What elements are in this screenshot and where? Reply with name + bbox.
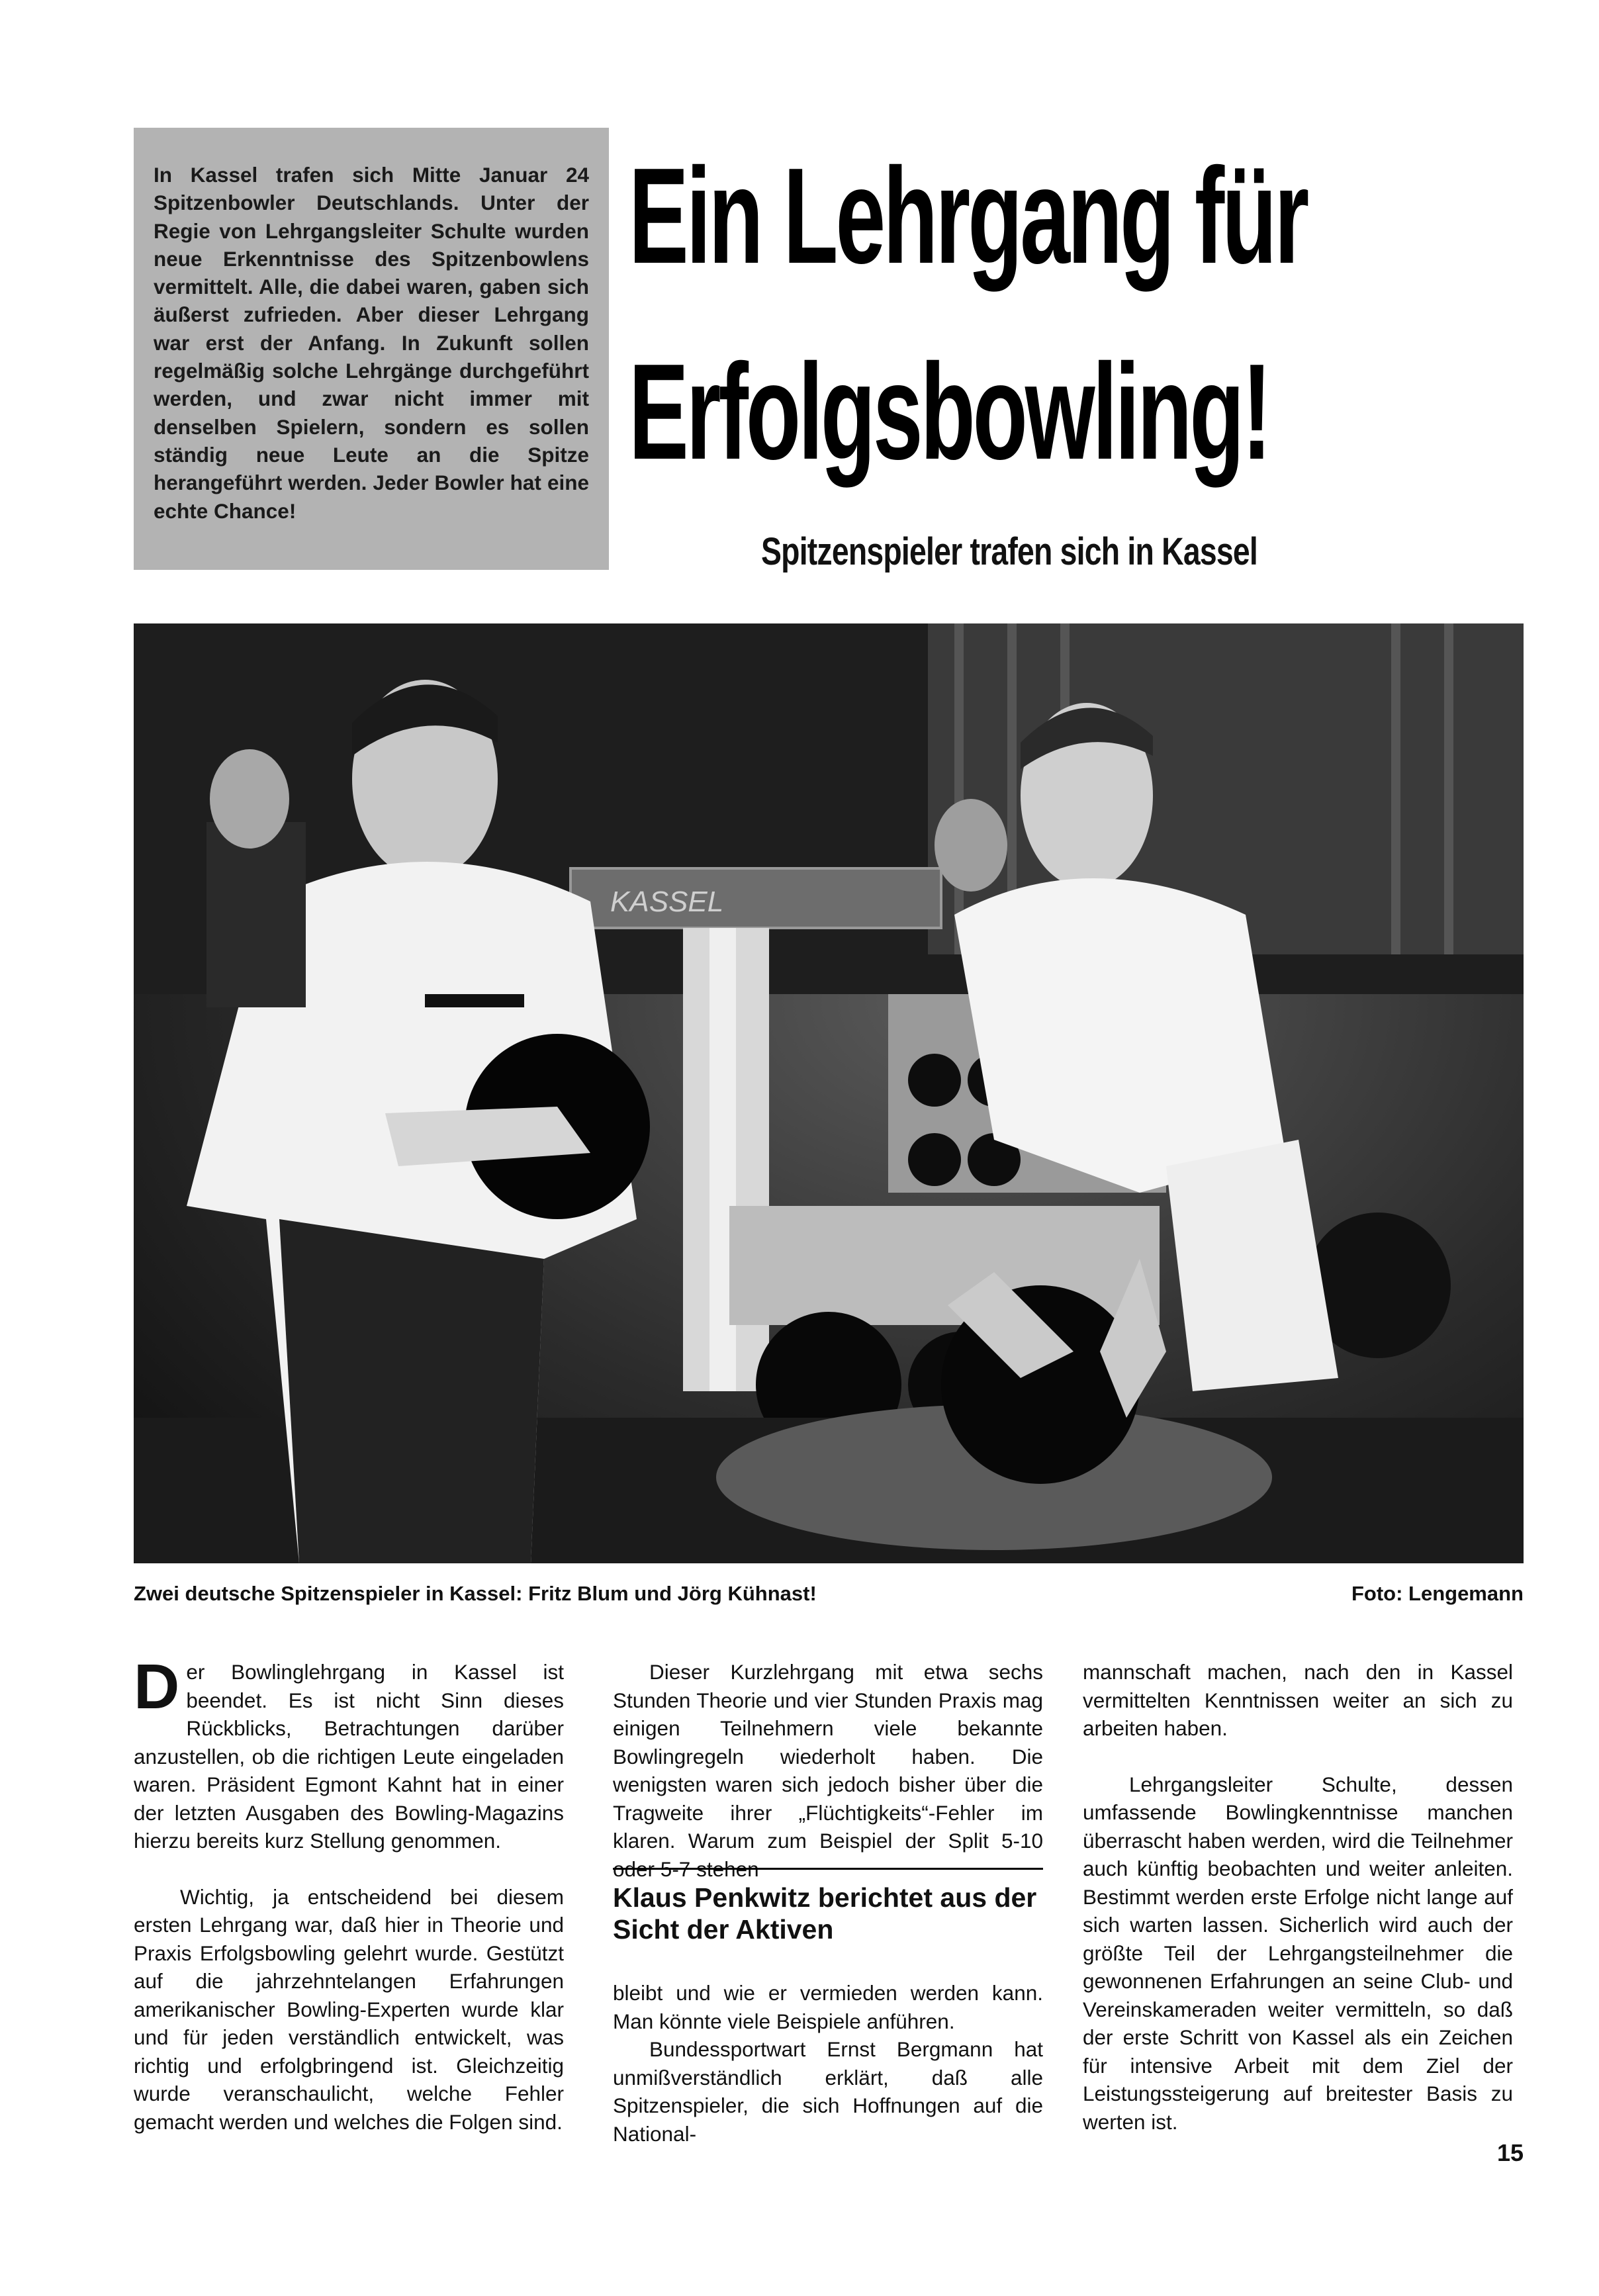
article-paragraph: Dieser Kurzlehrgang mit etwa sechs Stunden Theorie und vier Stunden Praxis mag einigen Teilnehmern viele bekannte Bowlingregeln wiederholt haben. Die wenigsten waren sich jedoch bisher über die Tragweite ihrer „Flüchtigkeits“-Fehler im klaren. Warum zum Beispiel der Split 5-10 oder 5-7 stehen	[613, 1660, 1043, 1881]
article-paragraph: mannschaft machen, nach den in Kassel vermittelten Kenntnissen weiter an sich zu arbeiten haben.	[1083, 1660, 1513, 1740]
article-paragraph: bleibt und wie er vermieden werden kann. Man könnte viele Beispiele anführen.	[613, 1981, 1043, 2033]
subtitle: Spitzenspieler trafen sich in Kassel	[761, 530, 1257, 573]
article-column-1	[134, 1651, 564, 2164]
section-subheading	[613, 1868, 1043, 1945]
bowling-photo-illustration	[134, 623, 1524, 1563]
article-paragraph	[134, 1651, 564, 1855]
article-paragraph-text: er Bowlinglehrgang in Kassel ist beendet. Es ist nicht Sinn dieses Rückblicks, Betrachtungen darüber anzustellen, ob die richtigen Leute eingeladen waren. Präsident Egmont Kahnt hat in einer der letzten Ausgaben des Bowling-Magazins hierzu bereits kurz Stellung genommen.	[134, 1660, 564, 1853]
article-column-2-bottom	[613, 1979, 1043, 2148]
bowling-photo	[134, 623, 1524, 1563]
article-paragraph: Lehrgangsleiter Schulte, dessen umfassende Bowlingkenntnisse manchen überrascht haben werden, wird die Teilnehmer auch künftig beobachten und weiter anleiten. Bestimmt werden erste Erfolge nicht lange auf sich warten lassen. Sicherlich wird auch der größte Teil der Lehrgangsteilnehmer die gewonnenen Erfahrungen an seine Club- und Vereinskameraden weiter vermitteln, so daß der erste Schritt von Kassel als ein Zeichen für intensive Arbeit mit dem Ziel der Leistungssteigerung auf breitester Basis zu werten ist.	[1083, 1772, 1513, 2134]
intro-box	[134, 128, 609, 570]
article-paragraph: Bundessportwart Ernst Bergmann hat unmißverständlich erklärt, daß alle Spitzenspieler, die sich Hoffnungen auf die National-	[613, 2037, 1043, 2146]
headline	[629, 118, 1307, 510]
headline-line-2: Erfolgsbowling!	[629, 336, 1269, 488]
ball-rack-sign: KASSEL	[610, 886, 724, 918]
photo-credit: Foto: Lengemann	[1351, 1582, 1524, 1605]
article-column-3	[1083, 1658, 1513, 2164]
drop-cap: D	[134, 1651, 180, 1722]
intro-text: In Kassel trafen sich Mitte Januar 24 Spitzenbowler Deutschlands. Unter der Regie von Lehrgangsleiter Schulte wurden neue Erkenntnisse des Spitzenbowlens vermittelt. Alle, die dabei waren, gaben sich äußerst zufrieden. Aber dieser Lehrgang war erst der Anfang. In Zukunft sollen regelmäßig solche Lehrgänge durchgeführt werden, und zwar nicht immer mit denselben Spielern, sondern es sollen ständig neue Leute an die Spitze herangeführt werden. Jeder Bowler hat eine echte Chance!	[154, 163, 589, 523]
page-number: 15	[1496, 2139, 1524, 2166]
article-paragraph: Wichtig, ja entscheidend bei diesem ersten Lehrgang war, daß hier in Theorie und Praxis Erfolgsbowling gelehrt wurde. Gestützt auf die jahrzehntelangen Erfahrungen amerikanischer Bowling-Experten wurde klar und für jeden verständlich entwickelt, was richtig und erfolgbringend ist. Gleichzeitig wurde veranschaulicht, welche Fehler gemacht werden und welches die Folgen sind.	[134, 1884, 564, 2134]
article-column-2-top	[613, 1658, 1043, 1883]
photo-caption: Zwei deutsche Spitzenspieler in Kassel: Fritz Blum und Jörg Kühnast!	[134, 1582, 817, 1605]
headline-line-1: Ein Lehrgang für	[629, 140, 1307, 292]
section-subheading-text: Klaus Penkwitz berichtet aus der Sicht der Aktiven	[613, 1882, 1037, 1945]
